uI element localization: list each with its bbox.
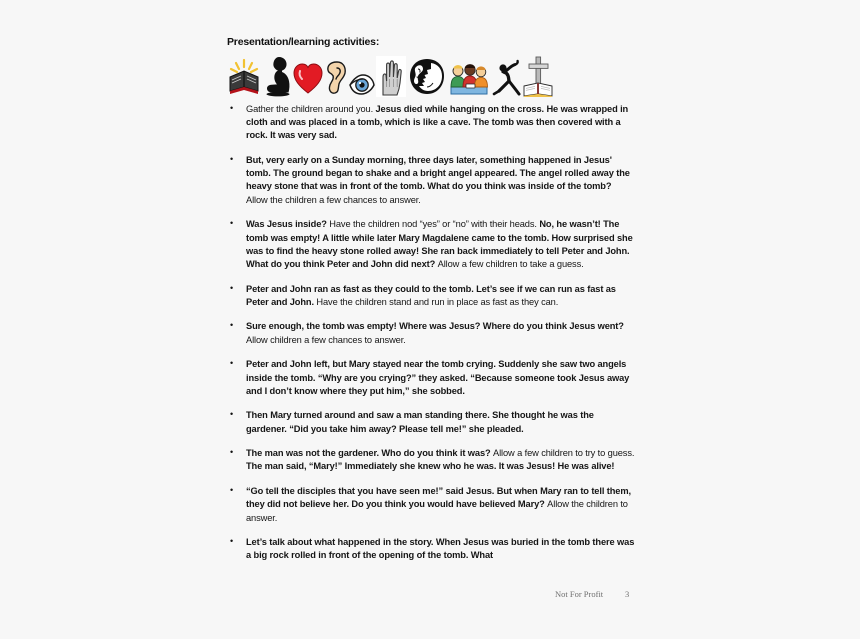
bullet-text-0 bbox=[246, 104, 628, 141]
list-item bbox=[227, 320, 635, 347]
bullet-text-6 bbox=[246, 410, 594, 433]
list-item bbox=[227, 536, 635, 563]
bullet-text-7 bbox=[246, 448, 634, 471]
text-run: The man was not the gardener. Who do you think it was? bbox=[246, 448, 494, 459]
heart-icon bbox=[293, 57, 323, 97]
text-run: Then Mary turned around and saw a man standing there. She thought he was the gardener. “Did you take him away? Please tell me!” she pleaded. bbox=[246, 410, 594, 434]
text-run: Have the children stand and run in place as fast as they can. bbox=[316, 297, 559, 308]
document-body bbox=[227, 36, 635, 574]
bullet-text-3 bbox=[246, 284, 616, 307]
bullet-text-1 bbox=[246, 155, 630, 205]
list-item bbox=[227, 283, 635, 310]
text-run: “Go tell the disciples that you have seen me!” said Jesus. But when Mary ran to tell them, they did not believe her. Do you think you would have believed Mary? bbox=[246, 485, 631, 510]
bullet-text-4 bbox=[246, 321, 624, 344]
activity-bullet-list bbox=[227, 103, 635, 563]
bullet-text-8 bbox=[246, 486, 631, 523]
icon-strip bbox=[227, 55, 635, 97]
text-run: Jesus died while hanging on the cross. He was wrapped in cloth and was placed in a tomb, which is like a cave. The tomb was then covered with a rock. It was very sad. bbox=[246, 103, 629, 141]
stretching-person-icon bbox=[491, 57, 521, 97]
page-footer bbox=[0, 589, 860, 605]
eye-icon bbox=[349, 57, 375, 97]
text-run: But, very early on a Sunday morning, three days later, something happened in Jesus' tomb. The ground began to shake and a bright angel appeared. The angel rolled away the heavy stone that was in front of the tomb. What do you think was inside of the tomb? bbox=[246, 154, 630, 192]
text-run: Allow a few children to take a guess. bbox=[437, 259, 584, 270]
text-run: Allow a few children to try to guess. bbox=[493, 448, 635, 459]
text-run: Peter and John left, but Mary stayed near the tomb crying. Suddenly she saw two angels inside the tomb. “Why are you crying?” they asked. “Because someone took Jesus away and I don’t know where they put him,” she sobbed. bbox=[246, 359, 630, 396]
page-title: Presentation/learning activities: bbox=[227, 36, 380, 48]
text-run: Allow the children a few chances to answer. bbox=[246, 194, 421, 205]
ear-icon bbox=[324, 57, 348, 97]
text-run: Peter and John ran as fast as they could to the tomb. Let’s see if we can run as fast as Peter and John. bbox=[246, 283, 616, 308]
list-item bbox=[227, 218, 635, 272]
text-run: Allow the children to answer. bbox=[246, 499, 628, 523]
list-item bbox=[227, 103, 635, 143]
footer-note: Not For Profit bbox=[555, 589, 604, 599]
text-run: Gather the children around you. bbox=[246, 103, 376, 114]
list-item bbox=[227, 447, 635, 474]
hand-icon bbox=[376, 56, 406, 97]
praying-child-icon bbox=[265, 55, 292, 97]
open-bible-icon bbox=[228, 57, 264, 97]
list-item bbox=[227, 358, 635, 398]
text-run: Allow children a few chances to answer. bbox=[246, 334, 406, 345]
list-item bbox=[227, 409, 635, 436]
head-brain-icon bbox=[407, 57, 447, 97]
list-item bbox=[227, 485, 635, 525]
text-run: The man said, “Mary!” Immediately she knew who he was. It was Jesus! He was alive! bbox=[246, 461, 615, 472]
bullet-text-9 bbox=[246, 537, 634, 560]
footer-page-number: 3 bbox=[625, 589, 630, 599]
text-run: No, he wasn’t! The tomb was empty! A little while later Mary Magdalene came to the tomb. How surprised she was to find the heavy stone rolled away! She ran back immediately to tell Peter and John. What do you think Peter and John did next? bbox=[246, 219, 633, 270]
text-run: Sure enough, the tomb was empty! Where was Jesus? Where do you think Jesus went? bbox=[246, 321, 624, 332]
text-run: Was Jesus inside? bbox=[246, 219, 330, 230]
text-run: Have the children nod “yes” or “no” with their heads. bbox=[329, 219, 540, 230]
cross-and-book-icon bbox=[522, 55, 554, 97]
bullet-text-2 bbox=[246, 219, 633, 269]
children-group-icon bbox=[448, 57, 490, 97]
bullet-text-5 bbox=[246, 359, 629, 396]
list-item bbox=[227, 154, 635, 208]
text-run: Let’s talk about what happened in the story. When Jesus was buried in the tomb there was a big rock rolled in front of the opening of the tomb. What bbox=[246, 536, 635, 561]
